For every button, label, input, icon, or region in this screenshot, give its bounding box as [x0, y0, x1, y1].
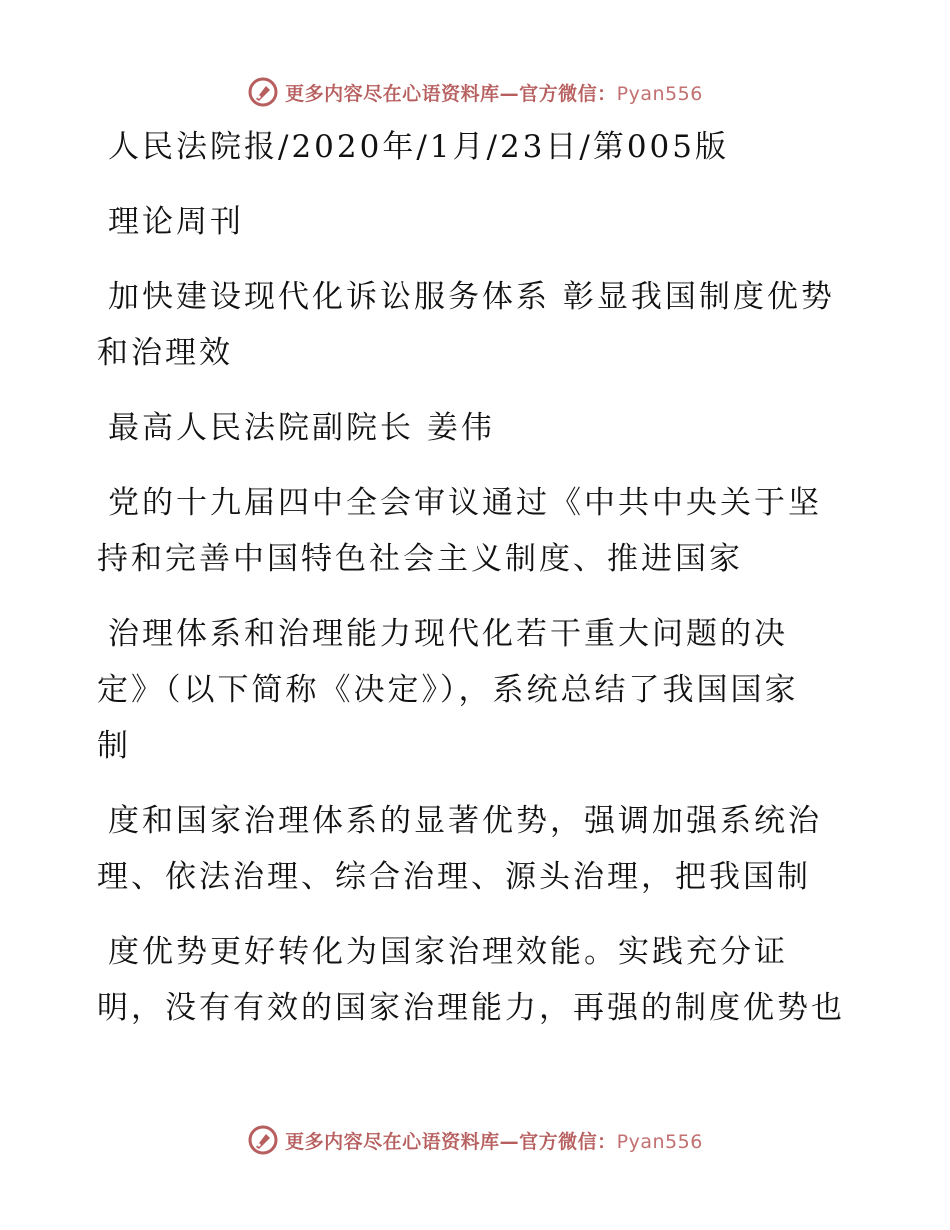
- footer-watermark: [0, 1120, 950, 1160]
- paragraph-line: 度和国家治理体系的显著优势，强调加强系统治: [108, 803, 822, 839]
- pen-nib-icon: [247, 76, 279, 108]
- newspaper-source-line: 人民法院报/2020年/1月/23日/第005版: [108, 129, 730, 165]
- pen-nib-icon: [247, 1124, 279, 1156]
- article-title-line-2: 和治理效: [97, 335, 233, 371]
- paragraph-line: 定》（以下简称《决定》），系统总结了我国国家: [97, 672, 799, 708]
- paragraph-line: 治理体系和治理能力现代化若干重大问题的决: [108, 616, 788, 652]
- article-title-line-1: 加快建设现代化诉讼服务体系 彰显我国制度优势: [108, 279, 835, 315]
- watermark-account: Pyan556: [616, 82, 703, 105]
- section-label: 理论周刊: [108, 204, 244, 240]
- watermark-text: 更多内容尽在心语资料库—官方微信：Pyan556: [285, 82, 703, 105]
- paragraph-line: 持和完善中国特色社会主义制度、推进国家: [97, 541, 743, 577]
- paragraph-line: 制: [97, 728, 131, 764]
- watermark-text: 更多内容尽在心语资料库—官方微信：Pyan556: [285, 1130, 703, 1153]
- watermark-account: Pyan556: [616, 1130, 703, 1153]
- paragraph-line: 党的十九届四中全会审议通过《中共中央关于坚: [108, 485, 822, 521]
- paragraph-line: 度优势更好转化为国家治理效能。实践充分证: [108, 934, 788, 970]
- author-line: 最高人民法院副院长 姜伟: [108, 410, 495, 446]
- header-watermark: [0, 72, 950, 112]
- paragraph-line: 明，没有有效的国家治理能力，再强的制度优势也: [97, 990, 845, 1026]
- paragraph-line: 理、依法治理、综合治理、源头治理，把我国制: [97, 859, 811, 895]
